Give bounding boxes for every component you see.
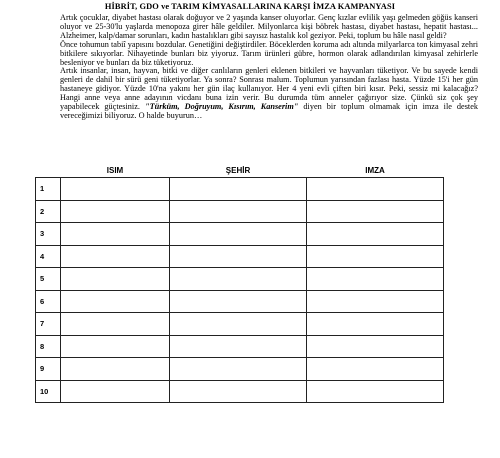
name-cell[interactable] [61, 200, 170, 223]
row-number: 8 [36, 335, 61, 358]
city-cell[interactable] [170, 290, 307, 313]
row-number: 7 [36, 313, 61, 336]
header-sehir: ŞEHİR [225, 166, 251, 175]
table-row [36, 358, 444, 381]
paragraph-text: Artık insanlar, insan, hayvan, bitki ve diğer canlıların genleri eklenen bitkileri ve hayvanları tüketiyor. Ve bu sayede kendi genleri de dahil bir sürü geni tüketiyorlar. Ya sonra? Sonrası malum. Toplumun yarısından fazlası hasta. Yüzde 15'i her gün hastaneye gidiyor. Yüzde 10'na yakını her gün ilaç kullanıyor. Her 4 yeni evli çiften biri kısır. Peki, sessiz mi kalacağız? Hangi anne veya anne adayının vicdanı buna izin verir. Bu durumda tüm anneler çağırıyor size. Çünkü siz çok şey yapabilecek güçtesiniz. [60, 66, 478, 112]
signature-cell[interactable] [307, 268, 444, 291]
name-cell[interactable] [61, 335, 170, 358]
paragraph [60, 67, 478, 120]
row-number: 10 [36, 380, 61, 403]
signature-cell[interactable] [307, 380, 444, 403]
row-number: 5 [36, 268, 61, 291]
closing-text: diyen bir toplum olmamak için imza ile destek vereceğimizi biliyoruz. O halde buyurun… [60, 102, 479, 120]
name-cell[interactable] [61, 268, 170, 291]
table-row [36, 380, 444, 403]
city-cell[interactable] [170, 200, 307, 223]
paragraph: Artık çocuklar, diyabet hastası olarak doğuyor ve 2 yaşında kanser oluyorlar. Genç kızlar evlilik yaşı gelmeden göğüs kanseri oluyor ve 25-30'lu yaşlarda menopoza girer hâle geldiler. Milyonlarca kişi böbrek hastası, diyabet hastası, hepatit hastası... Alzheimer, kalp/damar sorunları, kadın hastalıkları gibi sayısız hastalık kol geziyor. Peki, toplum bu hâle nasıl geldi? [60, 13, 478, 40]
row-number: 1 [36, 178, 61, 201]
signature-cell[interactable] [307, 358, 444, 381]
table-row [36, 268, 444, 291]
header-imza: IMZA [365, 166, 385, 175]
name-cell[interactable] [61, 313, 170, 336]
name-cell[interactable] [61, 290, 170, 313]
table-row [36, 223, 444, 246]
name-cell[interactable] [61, 358, 170, 381]
table-row [36, 313, 444, 336]
signature-cell[interactable] [307, 290, 444, 313]
signature-cell[interactable] [307, 245, 444, 268]
campaign-text [60, 14, 478, 121]
table-row [36, 335, 444, 358]
name-cell[interactable] [61, 245, 170, 268]
signature-cell[interactable] [307, 335, 444, 358]
signature-cell[interactable] [307, 200, 444, 223]
city-cell[interactable] [170, 380, 307, 403]
city-cell[interactable] [170, 268, 307, 291]
city-cell[interactable] [170, 223, 307, 246]
page-title: HİBRİT, GDO ve TARIM KİMYASALLARINA KARŞI İMZA KAMPANYASI [104, 2, 396, 11]
city-cell[interactable] [170, 245, 307, 268]
header-isim: ISIM [106, 166, 124, 175]
paragraph: Önce tohumun tabiî yapısını bozdular. Genetiğini değiştirdiler. Böceklerden koruma adı altında milyarlarca ton kimyasal zehri bitkilere sıkıyorlar. Nihayetinde bunları biz yiyoruz. Tarım ürünleri gübre, hormon olarak adlandırılan kimyasal zehirlerle besleniyor ve bunları da biz tüketiyoruz. [60, 39, 478, 67]
row-number: 6 [36, 290, 61, 313]
table-row [36, 290, 444, 313]
name-cell[interactable] [61, 380, 170, 403]
table-header-row [36, 164, 444, 178]
row-number: 2 [36, 200, 61, 223]
city-cell[interactable] [170, 358, 307, 381]
table-row [36, 200, 444, 223]
table-row [36, 245, 444, 268]
signature-cell[interactable] [307, 313, 444, 336]
city-cell[interactable] [170, 335, 307, 358]
name-cell[interactable] [61, 223, 170, 246]
row-number: 9 [36, 358, 61, 381]
row-number: 4 [36, 245, 61, 268]
city-cell[interactable] [170, 178, 307, 201]
slogan: "Türküm, Doğruyum, Kısırım, Kanserim" [145, 102, 299, 112]
signature-table [35, 164, 444, 403]
row-number: 3 [36, 223, 61, 246]
header-spacer [36, 164, 61, 178]
signature-cell[interactable] [307, 223, 444, 246]
signature-cell[interactable] [307, 178, 444, 201]
table-row [36, 178, 444, 201]
name-cell[interactable] [61, 178, 170, 201]
city-cell[interactable] [170, 313, 307, 336]
